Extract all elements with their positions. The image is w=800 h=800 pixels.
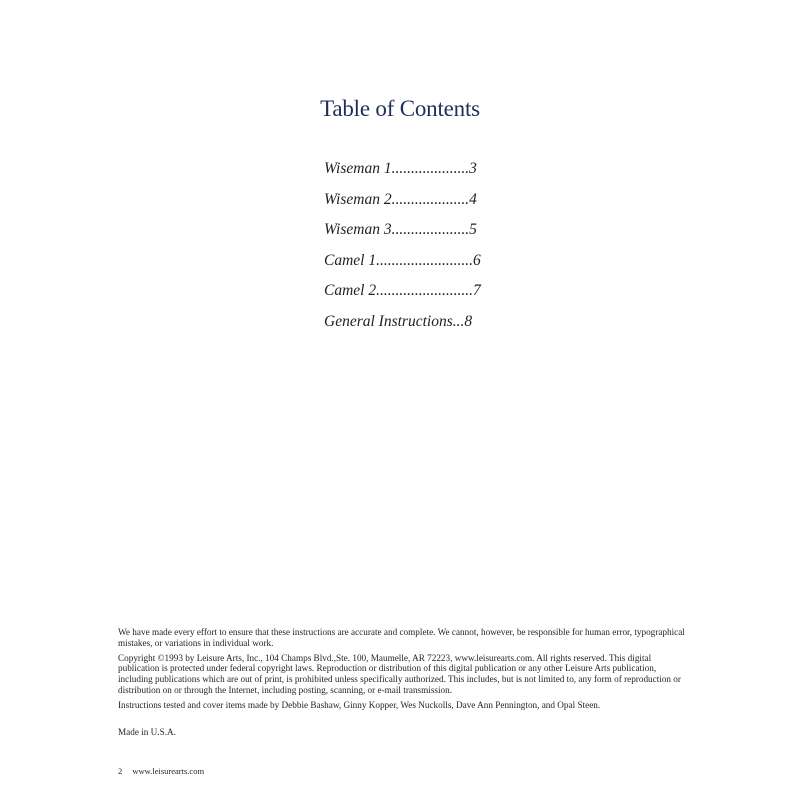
toc-entry-label: Camel 1 <box>324 251 377 269</box>
toc-entry-page: 6 <box>472 251 481 269</box>
page-number: 2 <box>118 766 123 776</box>
page-title: Table of Contents <box>320 96 480 121</box>
toc-entry-label: Wiseman 3 <box>324 221 392 238</box>
toc-entry-page: 3 <box>469 160 477 177</box>
legal-notice <box>118 627 688 741</box>
table-of-contents <box>324 154 484 337</box>
toc-entry-general-instructions[interactable] <box>324 307 484 338</box>
toc-entry-wiseman-1[interactable] <box>324 154 484 185</box>
credits-text: Instructions tested and cover items made by Debbie Bashaw, Ginny Kopper, Wes Nuckolls, Dave Ann Pennington, and Opal Steen. <box>118 699 601 710</box>
toc-entry-leader: ... <box>452 312 465 330</box>
toc-entry-page: 5 <box>469 221 477 238</box>
toc-entry-leader: .................... <box>391 221 470 238</box>
toc-entry-label: General Instructions <box>324 312 453 330</box>
disclaimer-text: We have made every effort to ensure that these instructions are accurate and complete. We cannot, however, be responsible for human error, typographical mistakes, or variations in individual work. <box>118 627 685 648</box>
copyright-text: Copyright ©1993 by Leisure Arts, Inc., 104 Champs Blvd.,Ste. 100, Maumelle, AR 72223, www.leisurearts.com. All rights reserved. This digital publication is protected under federal copyright laws. Reproduction or distribution of this digital publication or any other Leisure Arts publication, including publications which are out of print, is prohibited unless specifically authorized. This includes, but is not limited to, any form of reproduction or distribution on or through the Internet, including posting, scanning, or e-mail transmission. <box>118 652 681 695</box>
toc-entry-page: 7 <box>472 282 481 299</box>
toc-entry-page: 8 <box>464 312 473 330</box>
toc-entry-camel-1[interactable] <box>324 246 484 277</box>
toc-entry-leader: ......................... <box>376 251 473 269</box>
toc-entry-camel-2[interactable] <box>324 276 484 307</box>
toc-entry-leader: ......................... <box>376 282 473 299</box>
page-footer <box>118 766 204 776</box>
website-link[interactable]: www.leisurearts.com <box>132 766 205 776</box>
toc-entry-label: Wiseman 2 <box>324 190 392 208</box>
toc-entry-label: Wiseman 1 <box>324 160 392 177</box>
toc-entry-label: Camel 2 <box>324 282 377 299</box>
toc-entry-page: 4 <box>469 190 477 208</box>
made-in-text: Made in U.S.A. <box>118 726 176 737</box>
toc-entry-wiseman-3[interactable] <box>324 215 484 246</box>
toc-entry-leader: .................... <box>391 190 470 208</box>
toc-entry-leader: .................... <box>391 160 470 177</box>
toc-entry-wiseman-2[interactable] <box>324 185 484 216</box>
